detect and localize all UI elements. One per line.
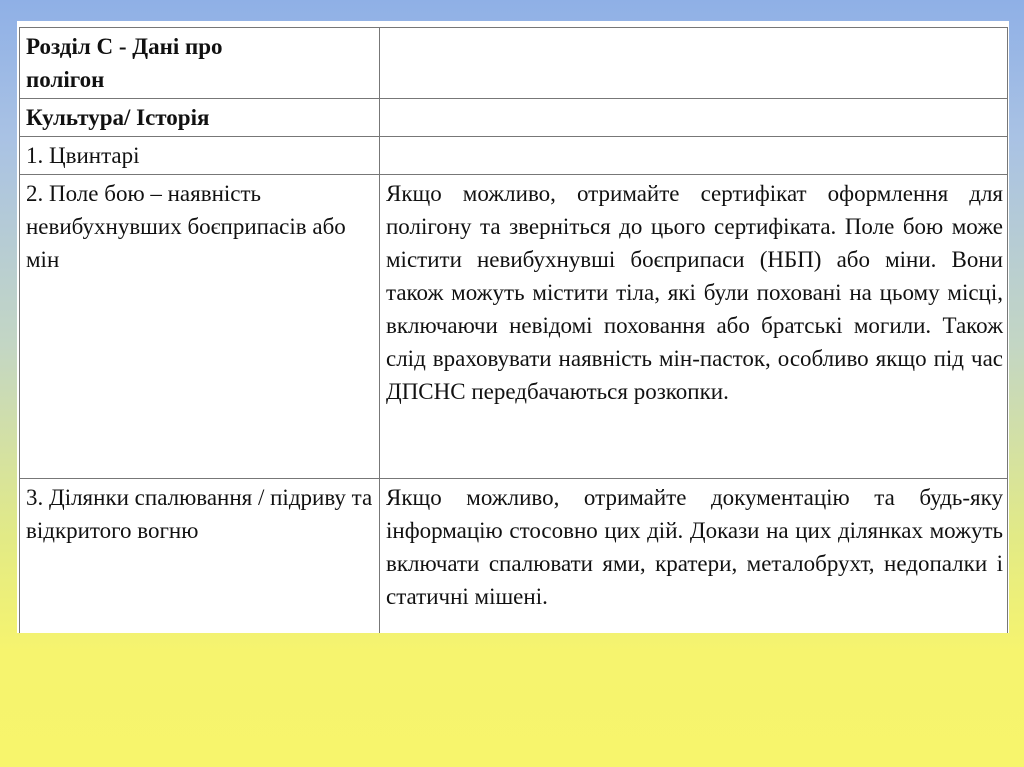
section-title-line2: полігон (26, 67, 105, 92)
section-title-line1: Розділ С - Дані про (26, 34, 223, 59)
category-cell: Культура/ Історія (20, 99, 380, 137)
row-label: 1. Цвинтарі (20, 137, 380, 175)
row-text: Якщо можливо, отримайте документацію та будь-яку інформацію стосовно цих дій. Докази на цих ділянках можуть включати спалювати ями, кратери, металобрухт, недопалки і статичні мішені. (380, 479, 1008, 634)
slide-document (17, 21, 1009, 633)
table-row (20, 28, 1008, 99)
empty-cell (380, 99, 1008, 137)
row-text (380, 137, 1008, 175)
polygon-data-table (19, 27, 1008, 633)
row-label: 2. Поле бою – наявність невибухнувших боєприпасів або мін (20, 175, 380, 479)
row-label: 3. Ділянки спалювання / підриву та відкритого вогню (20, 479, 380, 634)
table-row (20, 99, 1008, 137)
table-row (20, 479, 1008, 634)
table-row (20, 137, 1008, 175)
row-text: Якщо можливо, отримайте сертифікат оформлення для полігону та зверніться до цього сертифіката. Поле бою може містити невибухнувші боєприпаси (НБП) або міни. Вони також можуть містити тіла, які були поховані на цьому місці, включаючи невідомі поховання або братські могили. Також слід враховувати наявність мін-пасток, особливо якщо під час ДПСНС передбачаються розкопки. (380, 175, 1008, 479)
table-row (20, 175, 1008, 479)
section-title-cell (20, 28, 380, 99)
empty-cell (380, 28, 1008, 99)
